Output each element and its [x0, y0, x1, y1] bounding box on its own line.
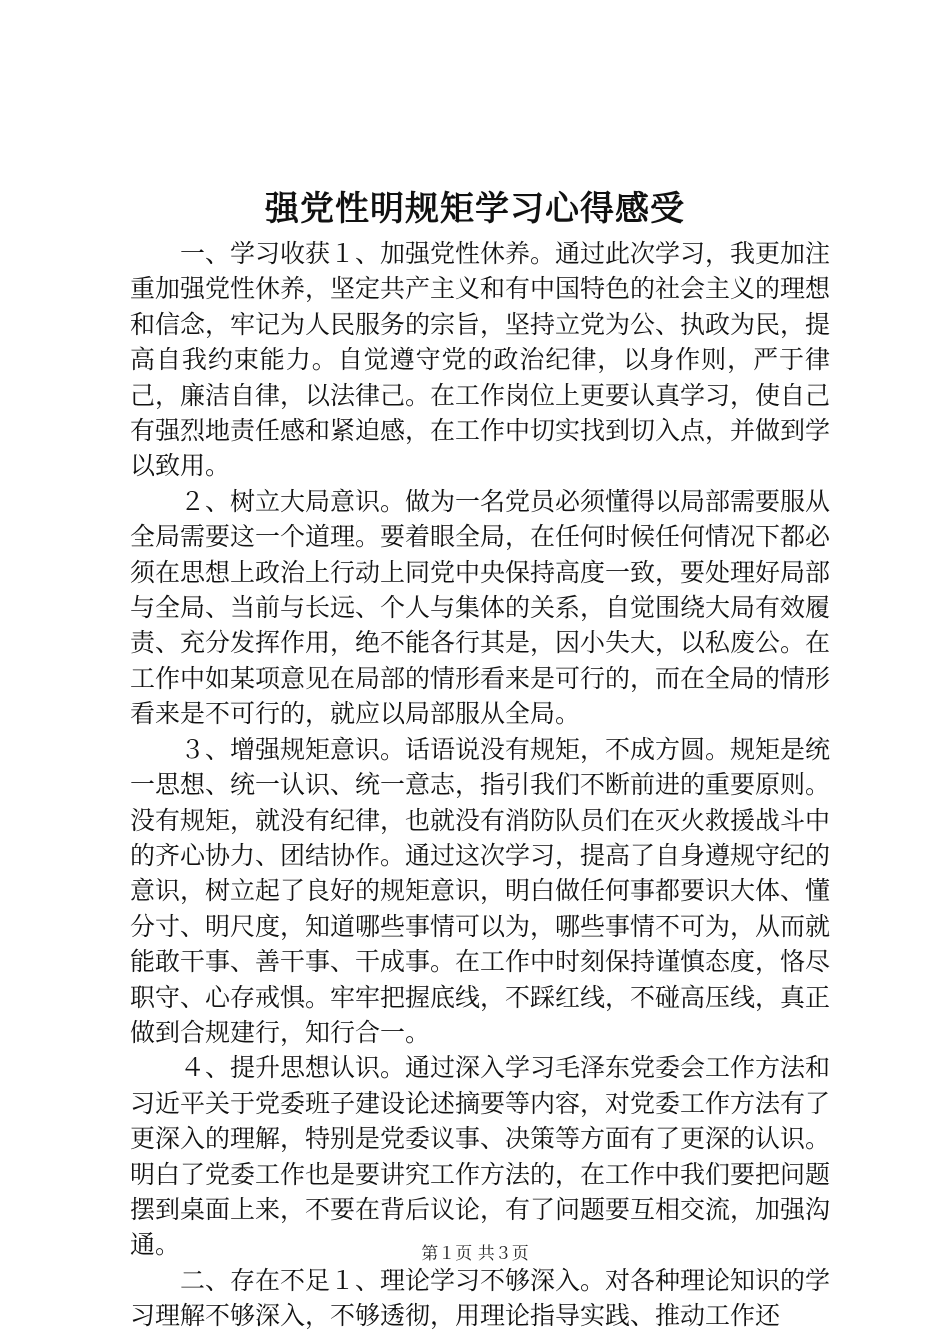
paragraph-4: ４、提升思想认识。通过深入学习毛泽东党委会工作方法和习近平关于党委班子建设论述摘要等内容，对党委工作方法有了更深入的理解，特别是党委议事、决策等方面有了更深的认识。明白了党委工作也是要讲究工作方法的，在工作中我们要把问题摆到桌面上来，不要在背后议论，有了问题要互相交流，加强沟通。: [130, 1053, 831, 1260]
document-title: 强党性明规矩学习心得感受: [265, 189, 685, 229]
document-body: [130, 236, 830, 1334]
paragraph-1: 一、学习收获１、加强党性休养。通过此次学习，我更加注重加强党性休养，坚定共产主义和有中国特色的社会主义的理想和信念，牢记为人民服务的宗旨，坚持立党为公、执政为民，提高自我约束能力。自觉遵守党的政治纪律，以身作则，严于律己，廉洁自律，以法律己。在工作岗位上更要认真学习，使自己有强烈地责任感和紧迫感，在工作中切实找到切入点，并做到学以致用。: [130, 239, 831, 481]
page-number-footer: 第１页 共３页: [421, 1244, 529, 1264]
paragraph-2: ２、树立大局意识。做为一名党员必须懂得以局部需要服从全局需要这一个道理。要着眼全局，在任何时候任何情况下都必须在思想上政治上行动上同党中央保持高度一致，要处理好局部与全局、当前与长远、个人与集体的关系，自觉围绕大局有效履责、充分发挥作用，绝不能各行其是，因小失大，以私废公。在工作中如某项意见在局部的情形看来是可行的，而在全局的情形看来是不可行的，就应以局部服从全局。: [130, 486, 831, 729]
paragraph-5: 二、存在不足１、理论学习不够深入。对各种理论知识的学习理解不够深入，不够透彻，用理论指导实践、推动工作还: [130, 1265, 831, 1331]
paragraph-3: ３、增强规矩意识。话语说没有规矩，不成方圆。规矩是统一思想、统一认识、统一意志，指引我们不断前进的重要原则。没有规矩，就没有纪律，也就没有消防队员们在灭火救援战斗中的齐心协力、团结协作。通过这次学习，提高了自身遵规守纪的意识，树立起了良好的规矩意识，明白做任何事都要识大体、懂分寸、明尺度，知道哪些事情可以为，哪些事情不可为，从而就能敢干事、善干事、干成事。在工作中时刻保持谨慎态度，恪尽职守、心存戒惧。牢牢把握底线，不踩红线，不碰高压线，真正做到合规建行，知行合一。: [130, 734, 831, 1047]
